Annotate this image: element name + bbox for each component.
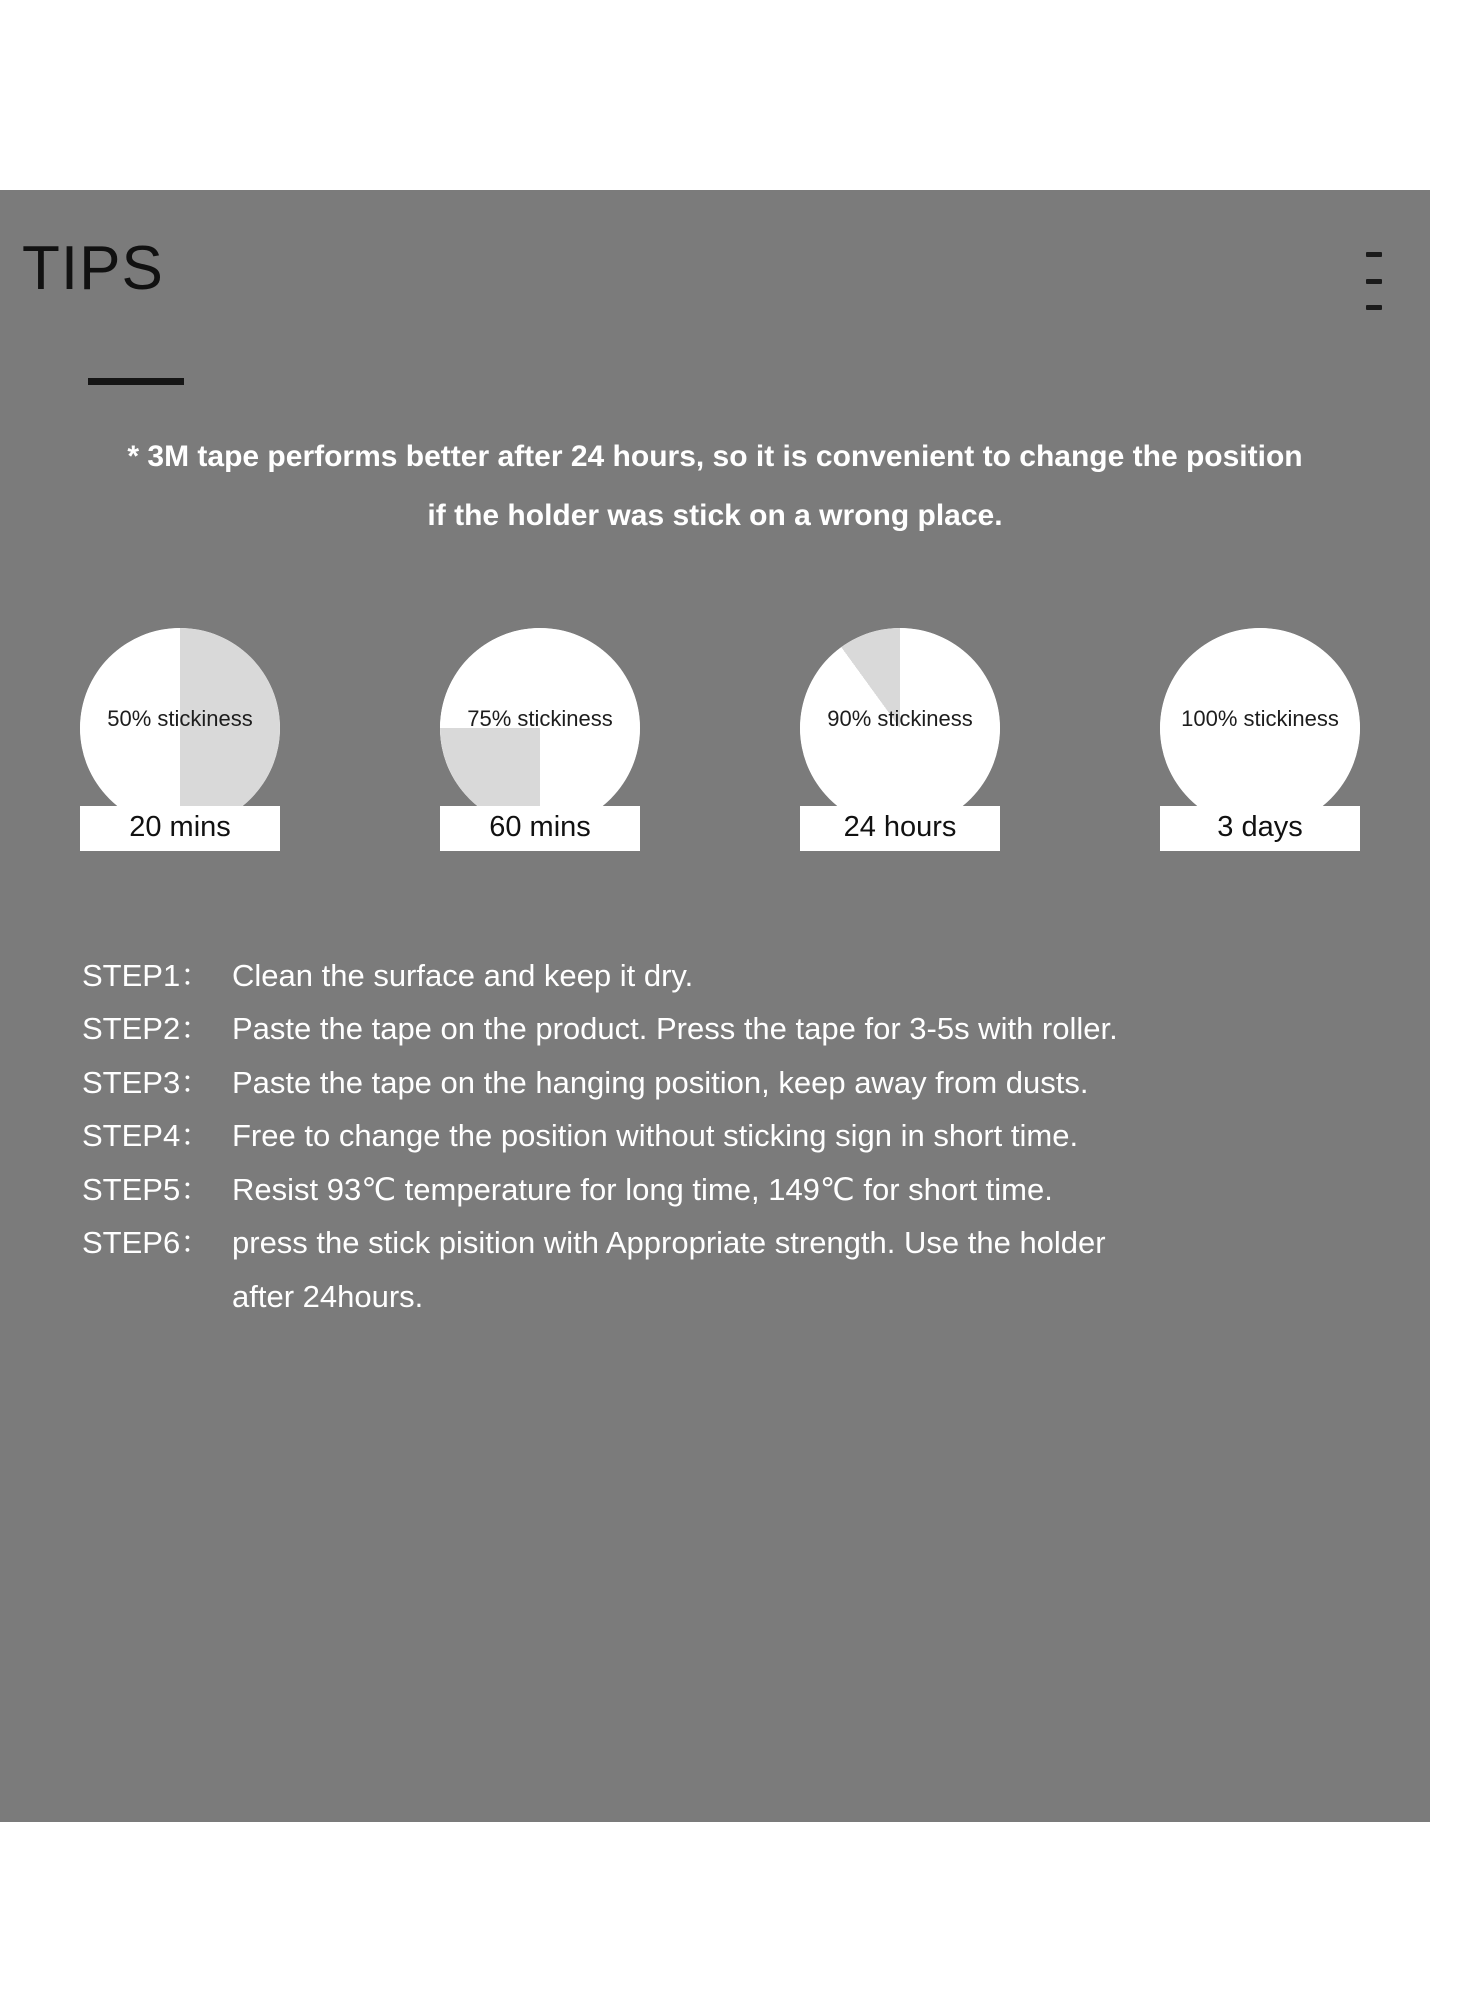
step-item (82, 1164, 1362, 1215)
step-item (82, 950, 1362, 1001)
stickiness-item (80, 628, 280, 888)
step-key: STEP1： (82, 958, 212, 993)
step-key: STEP2： (82, 1011, 212, 1047)
step-key: STEP5： (82, 1171, 212, 1207)
step-continuation: after 24hours. (232, 1278, 424, 1314)
stickiness-label: 100% stickiness (1181, 706, 1339, 731)
step-item (82, 1057, 1362, 1108)
step-text: Resist 93℃ temperature for long time, 149℃ for short time. (232, 1171, 1053, 1207)
time-badge: 20 mins (80, 806, 280, 851)
stickiness-chart (80, 628, 1360, 888)
step-text: Clean the surface and keep it dry. (232, 958, 694, 993)
time-badge: 3 days (1160, 806, 1360, 851)
page-title: TIPS (22, 234, 164, 303)
steps-list (82, 950, 1362, 1322)
stickiness-label: 90% stickiness (827, 706, 973, 731)
vertical-dots-menu-icon[interactable] (1366, 252, 1382, 310)
intro-paragraph: * 3M tape performs better after 24 hours, so it is convenient to change the position if the holder was stick on a wrong place. (127, 440, 1303, 532)
title-divider (88, 378, 184, 385)
stickiness-item (440, 628, 640, 888)
stickiness-item (800, 628, 1000, 888)
step-key: STEP4： (82, 1118, 212, 1154)
step-item (82, 1217, 1362, 1268)
step-item (82, 1110, 1362, 1161)
stickiness-label: 50% stickiness (107, 706, 253, 731)
step-text: press the stick pisition with Appropriate strength. Use the holder (232, 1225, 1106, 1261)
step-text: Paste the tape on the hanging position, keep away from dusts. (232, 1064, 1089, 1100)
step-key: STEP3： (82, 1064, 212, 1100)
step-key: STEP6： (82, 1225, 212, 1261)
stickiness-label: 75% stickiness (467, 706, 613, 731)
menu-dot-1 (1366, 252, 1382, 257)
time-badge: 60 mins (440, 806, 640, 851)
menu-dot-3 (1366, 305, 1382, 310)
menu-dot-2 (1366, 279, 1382, 284)
step-item (82, 1003, 1362, 1054)
tips-panel (0, 190, 1430, 1822)
time-badge: 24 hours (800, 806, 1000, 851)
step-text: Free to change the position without sticking sign in short time. (232, 1118, 1079, 1154)
step-text: Paste the tape on the product. Press the tape for 3-5s with roller. (232, 1011, 1118, 1047)
stickiness-item (1160, 628, 1360, 888)
